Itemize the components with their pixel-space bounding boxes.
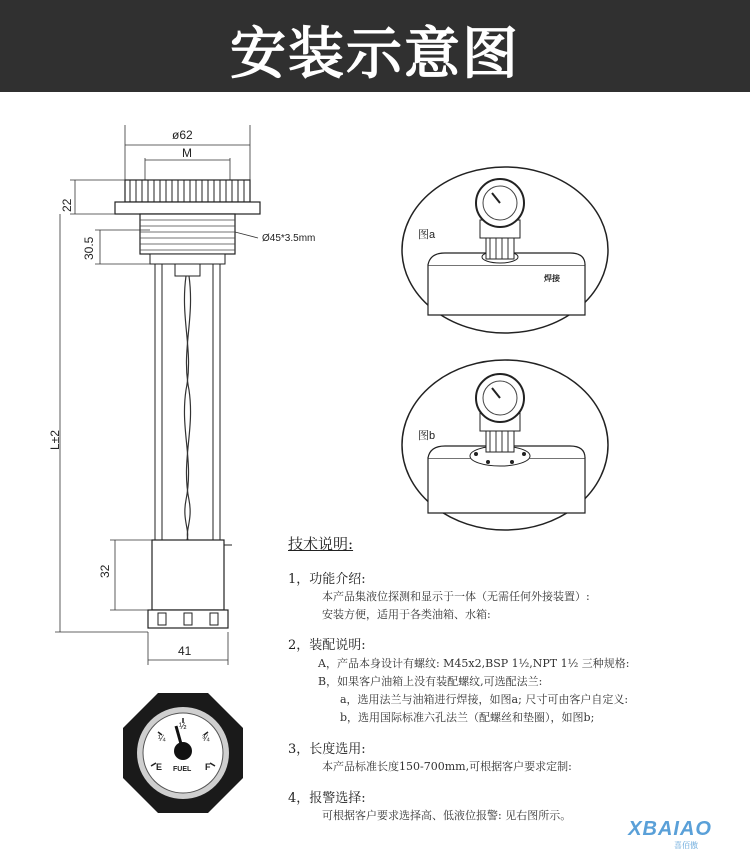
section-2-a: A，产品本身设计有螺纹: M45x2,BSP 1½,NPT 1½ 三种规格: — [318, 657, 630, 670]
section-1-title: 1，功能介绍: — [288, 572, 366, 587]
section-2-b: B，如果客户油箱上没有装配螺纹,可选配法兰: — [318, 675, 543, 688]
figure-a-label: 图a — [418, 229, 436, 241]
dim-diameter-top: ø62 — [172, 128, 193, 142]
section-1-line-2: 安装方便，适用于各类油箱、水箱: — [322, 608, 491, 621]
figure-b-label: 图b — [418, 430, 436, 442]
gauge-label-fuel: FUEL — [173, 766, 192, 773]
gauge-tick-quarter: ¼ — [158, 733, 166, 743]
figure-a-illustration — [400, 165, 610, 335]
dim-32: 32 — [98, 564, 112, 578]
section-2-title: 2，装配说明: — [288, 638, 366, 653]
section-2-b-a: a，选用法兰与油箱进行焊接，如图a; 尺寸可由客户自定义: — [340, 693, 629, 706]
brand-logo: XBAIAO — [628, 818, 712, 840]
section-4-line-1: 可根据客户要求选择高、低液位报警: 见右图所示。 — [322, 809, 572, 822]
section-3-line-1: 本产品标准长度150-700mm,可根据客户要求定制: — [322, 760, 572, 773]
tech-title: 技术说明: — [288, 535, 354, 553]
brand-logo-sub: 喜佰傲 — [674, 841, 698, 850]
sensor-drawing — [40, 120, 270, 670]
dim-m: M — [182, 146, 192, 160]
dim-thread: Ø45*3.5mm — [262, 233, 316, 244]
dim-41: 41 — [178, 644, 192, 658]
tech-section — [288, 533, 353, 554]
dim-length: L±2 — [48, 430, 62, 450]
gauge-label-f: F — [205, 762, 211, 772]
title-banner — [0, 0, 750, 92]
section-4-title: 4，报警选择: — [288, 791, 366, 806]
fuel-gauge-illustration — [118, 688, 248, 818]
dim-30-5: 30.5 — [82, 236, 96, 260]
dim-22: 22 — [60, 198, 74, 212]
gauge-tick-three-quarter: ¾ — [202, 733, 210, 743]
section-1-line-1: 本产品集液位探测和显示于一体（无需任何外接装置）: — [322, 590, 590, 603]
figure-a-weld-label: 焊接 — [544, 274, 560, 283]
section-3-title: 3，长度选用: — [288, 742, 366, 757]
gauge-tick-half: ½ — [179, 721, 187, 731]
section-2-b-b: b，选用国际标准六孔法兰（配螺丝和垫圈），如图b; — [340, 711, 595, 724]
page-title: 安装示意图 — [230, 22, 520, 87]
figure-b-illustration — [400, 358, 610, 533]
gauge-label-e: E — [156, 762, 163, 772]
